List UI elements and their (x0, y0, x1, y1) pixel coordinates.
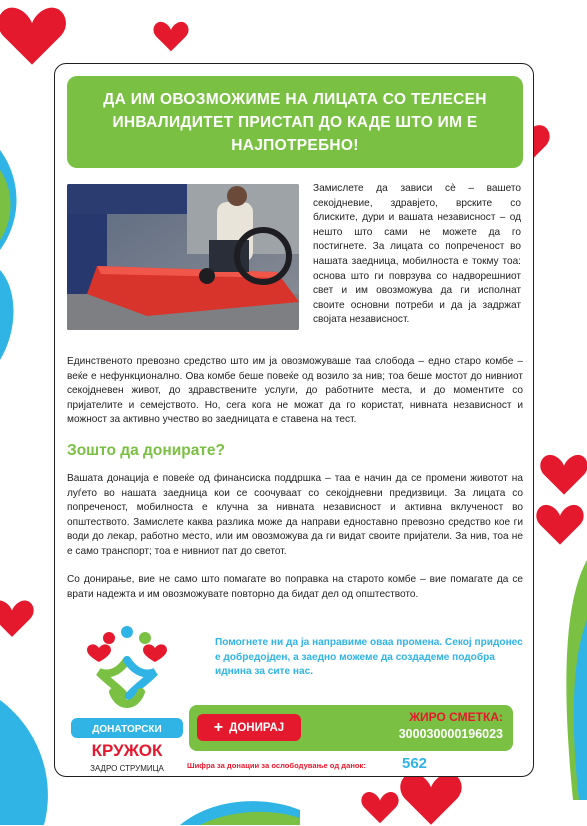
info-card (54, 63, 534, 777)
heart-icon (0, 598, 34, 638)
donate-button[interactable] (197, 714, 301, 741)
heart-icon (388, 770, 474, 826)
section-heading: Зошто да донирате? (67, 442, 225, 459)
tax-code-value: 562 (402, 755, 428, 772)
logo-line-1: ДОНАТОРСКИ (92, 724, 162, 735)
tax-code-label: Шифра за донации за ослободување од данок: (187, 761, 366, 770)
giro-account-number: 300030000196023 (398, 727, 503, 741)
van-paragraph: Единственото превозно средство што им ја овозможуваше таа слобода – едно старо комбе – веќе е нефункционално. Ова комбе беше повеќе од возило за нив; тоа беше мостот до нивниот секојдневен живот, до здравствените услуги, до работните места, и до моментите со пријателите и семејството. Но, сега кога не можат да го користат, нивната независност и можност за активно учество во заедницата е ставена на тест. (67, 356, 523, 426)
heart-icon (536, 500, 584, 548)
donation-paragraph: Вашата донација е повеќе од финансиска поддршка – таа е начин да се промени животот на луѓето во нашата заедница кои се соочуваат со секојдневни предизвици. За лицата со попреченост, мобилноста е клучна за нивната независност и активна вклученост во општеството. Замислете каква разлика може да направи едноставно превозно средство кое ги води до лекар, работно место, или им овозможува да ги видат своите пријатели. За нив, тоа не е само транспорт; тоа е нивниот пат до светот. (67, 473, 523, 557)
hope-paragraph: Со донирање, вие не само што помагате во поправка на старото комбе – вие помагате да се врати надежта и им овозможувате повторно да бидат дел од општеството. (67, 574, 523, 600)
donation-panel (189, 705, 513, 751)
heart-icon (360, 790, 400, 824)
page-title: ДА ИМ ОВОЗМОЖИМЕ НА ЛИЦАТА СО ТЕЛЕСЕН ИНВАЛИДИТЕТ ПРИСТАП ДО КАДЕ ШТО ИМ Е НАЈПОТРЕБНО! (103, 90, 487, 154)
decorative-swoosh (555, 560, 587, 800)
call-to-action: Помогнете ни да ја направиме оваа промена. Секој придонес е добредојден, а заедно можеме да создадеме подобра иднина за сите нас. (215, 637, 523, 678)
decorative-swoosh (0, 150, 26, 360)
wheelchair-ramp-photo (67, 184, 299, 330)
heart-icon (150, 20, 192, 52)
giro-account-label: ЖИРО СМЕТКА: (409, 710, 503, 724)
heart-icon (540, 452, 587, 496)
donate-button-label: ДОНИРАЈ (229, 721, 285, 734)
title-banner (67, 76, 523, 168)
logo-line-2: КРУЖОК (91, 741, 163, 760)
heart-icon (0, 4, 78, 66)
logo-line-3: ЗАДРО СТРУМИЦА (90, 764, 164, 773)
intro-paragraph: Замислете да зависи сè – вашето секојдневие, здравјето, врските со блиските, дури и вашата независност – од нешто што сами не можете да го постигнете. За лицата со попреченост во нашата заедница, мобилноста е токму тоа: основа што ги поврзува со надворешниот свет и им овозможува да ги исполнат своите основни потреби и да ја задржат својата независност. (313, 183, 521, 326)
donor-circle-logo (69, 626, 185, 774)
decorative-swoosh (180, 790, 300, 825)
plus-icon: + (213, 718, 224, 736)
decorative-swoosh (0, 700, 60, 825)
